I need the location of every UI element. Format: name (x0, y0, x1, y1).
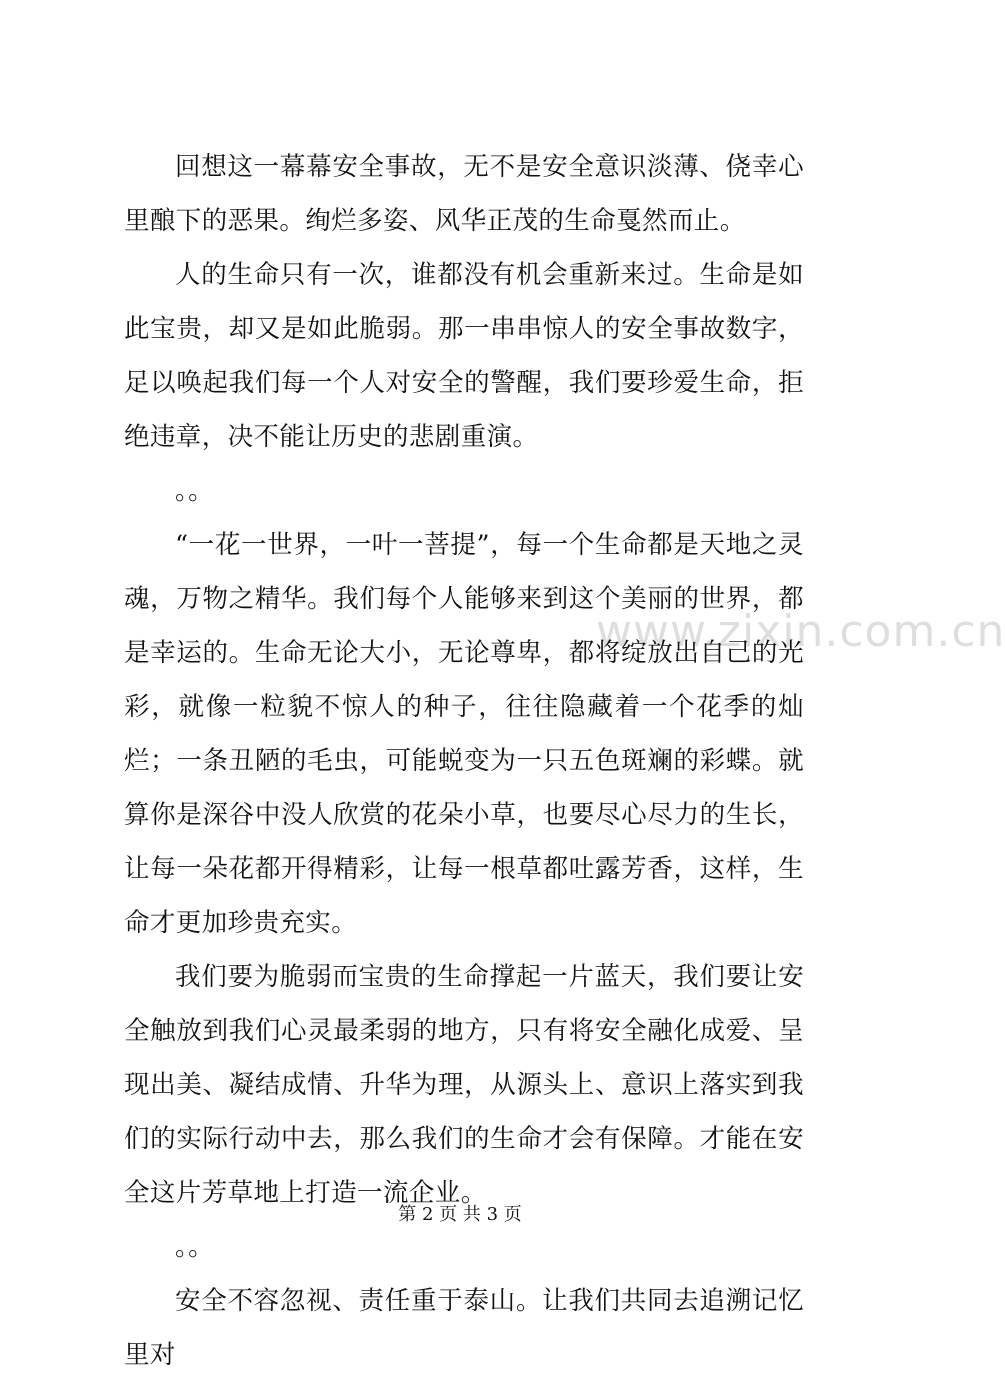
paragraph-6: 。。 (175, 1232, 215, 1262)
paragraph-4: “一花一世界，一叶一菩提”，每一个生命都是天地之灵魂，万物之精华。我们每个人能够来到这个美丽的世界，都是幸运的。生命无论大小，无论尊卑，都将绽放出自己的光彩，就像一粒貌不惊人的种子，往往隐藏着一个花季的灿烂；一条丑陋的毛虫，可能蜕变为一只五色斑斓的彩蝶。就算你是深谷中没人欣赏的花朵小草，也要尽心尽力的生长，让每一朵花都开得精彩，让每一根草都吐露芳香，这样，生命才更加珍贵充实。 (124, 530, 804, 938)
watermark: www.zixin.com.cn (596, 606, 1005, 657)
paragraph-2: 人的生命只有一次，谁都没有机会重新来过。生命是如此宝贵，却又是如此脆弱。那一串串惊人的安全事故数字，足以唤起我们每一个人对安全的警醒，我们要珍爱生命，拒绝违章，决不能让历史的悲剧重演。 (124, 260, 804, 452)
document-body (124, 140, 804, 1382)
paragraph-7: 安全不容忽视、责任重于泰山。让我们共同去追溯记忆里对 (124, 1286, 804, 1370)
paragraph-3: 。。 (175, 476, 215, 506)
paragraph-5: 我们要为脆弱而宝贵的生命撑起一片蓝天，我们要让安全触放到我们心灵最柔弱的地方，只有将安全融化成爱、呈现出美、凝结成情、升华为理，从源头上、意识上落实到我们的实际行动中去，那么我们的生命才会有保障。才能在安全这片芳草地上打造一流企业。 (124, 962, 804, 1208)
paragraph-1: 回想这一幕幕安全事故，无不是安全意识淡薄、侥幸心里酿下的恶果。绚烂多姿、风华正茂的生命戛然而止。 (124, 152, 804, 236)
page-footer: 第 2 页 共 3 页 (398, 1204, 522, 1225)
